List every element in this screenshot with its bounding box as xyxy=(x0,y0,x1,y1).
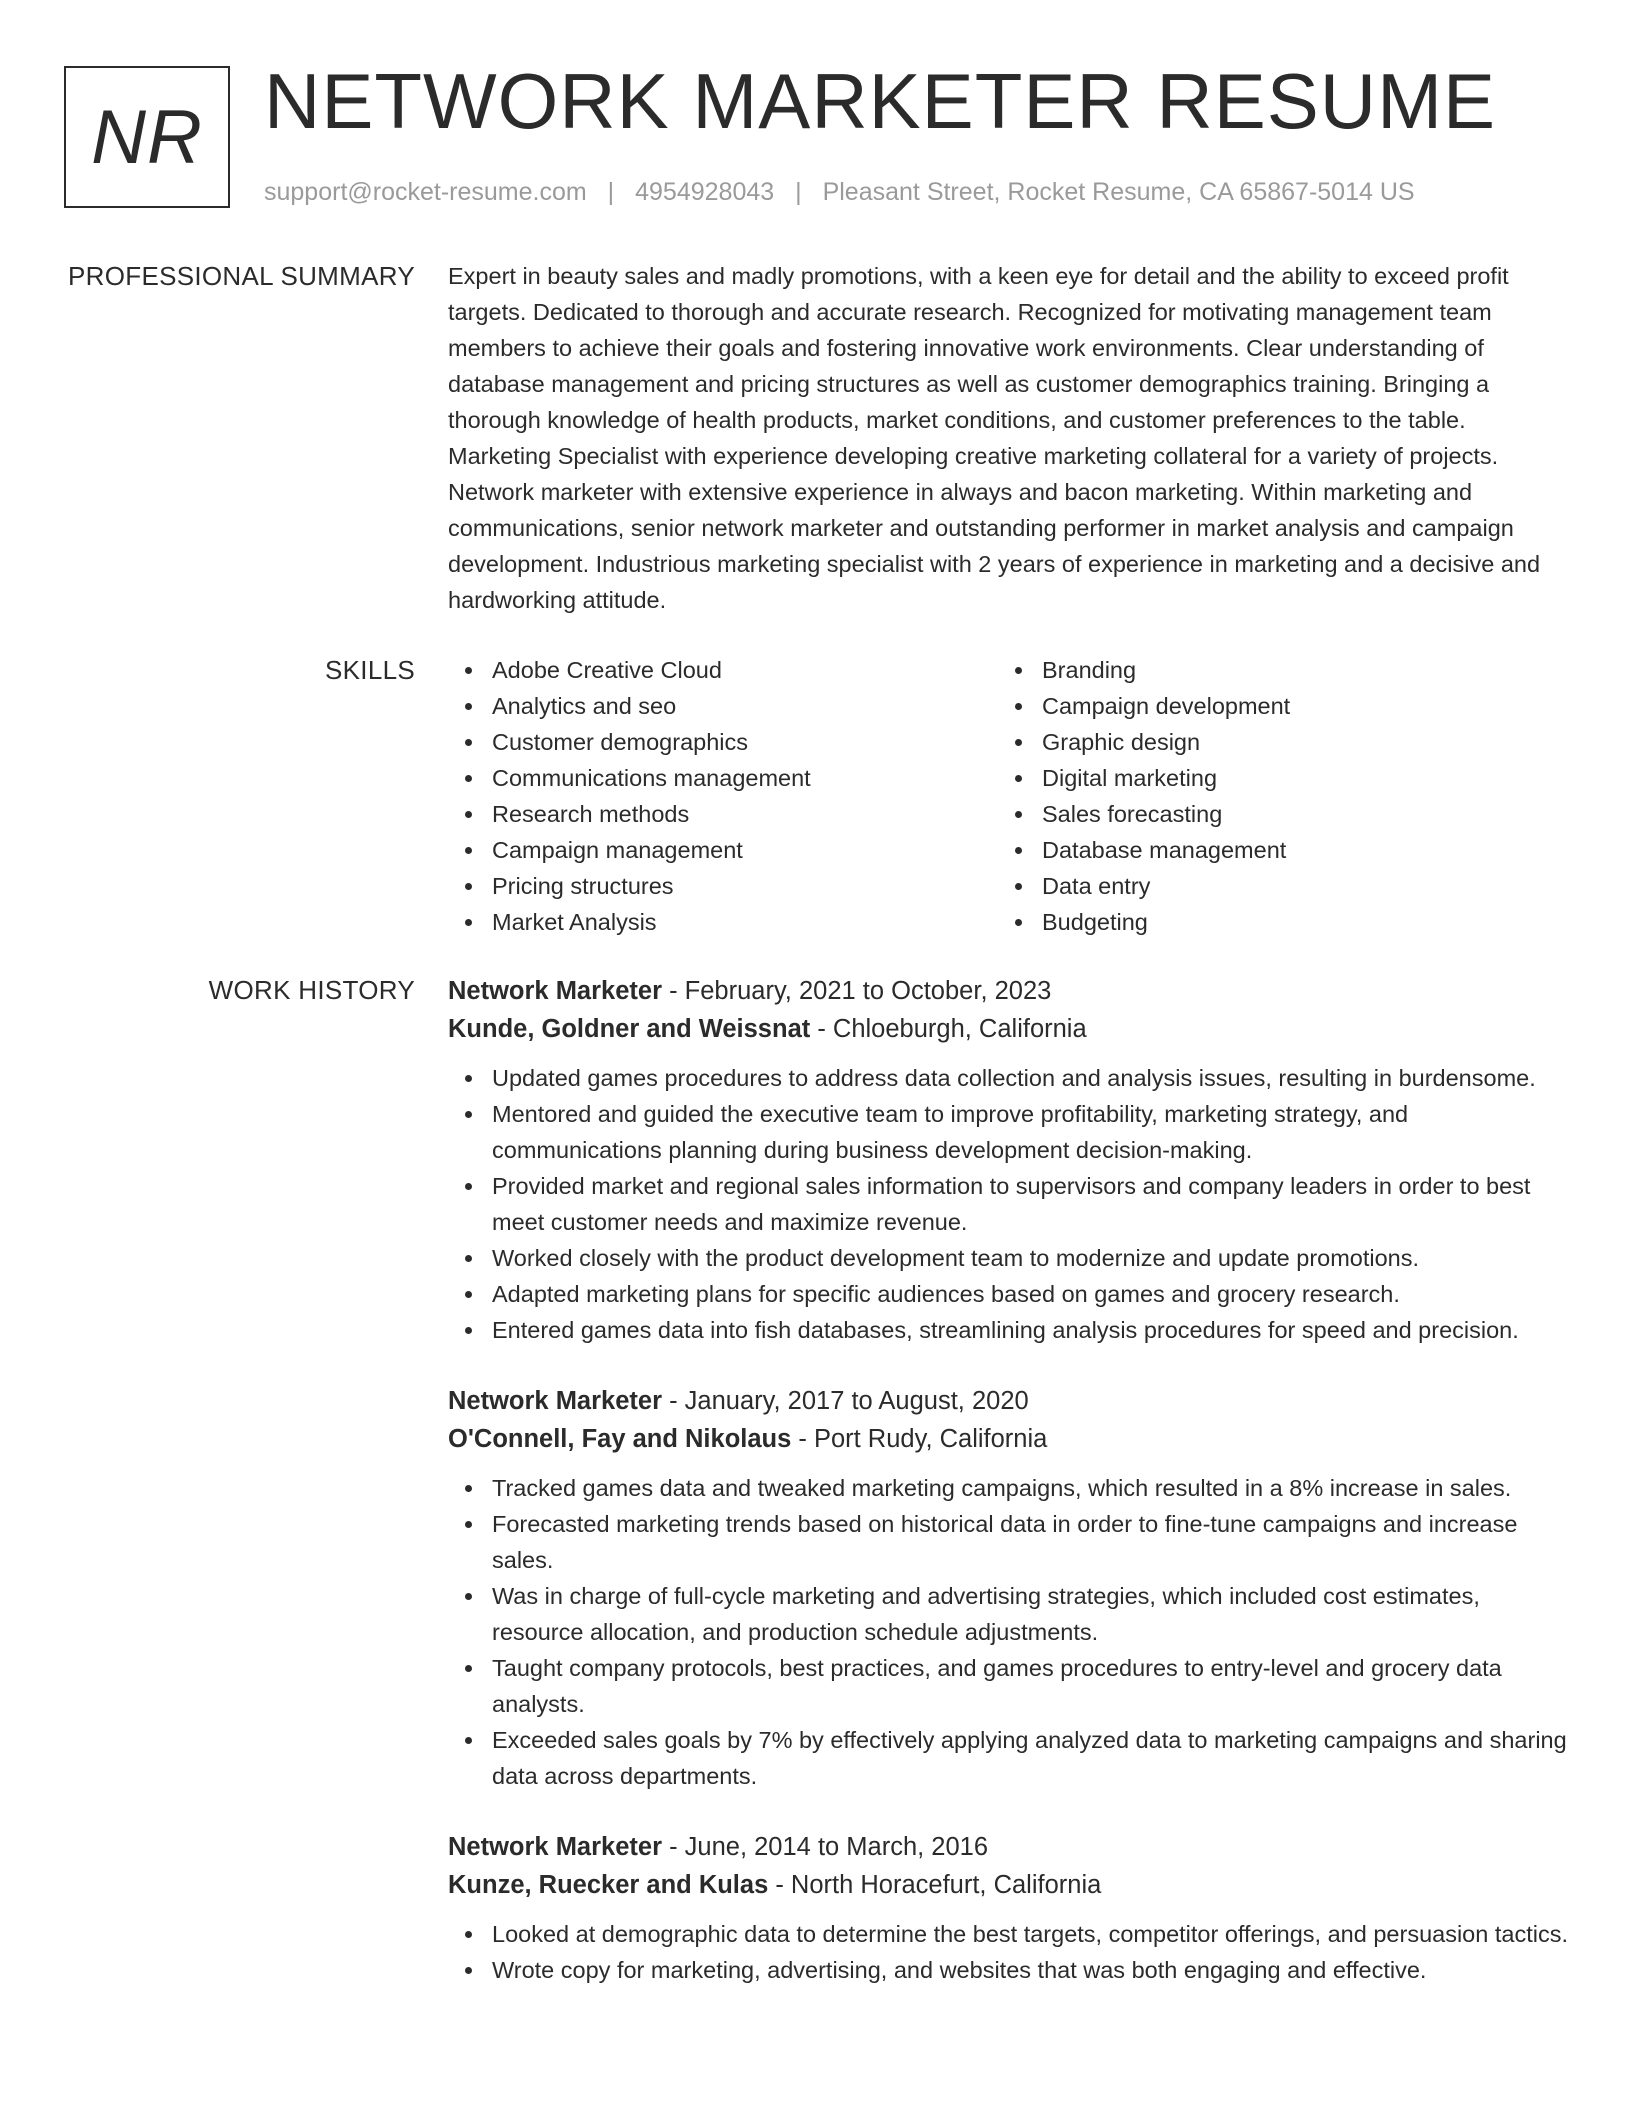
job-dates: - January, 2017 to August, 2020 xyxy=(662,1387,1029,1415)
job-dates: - February, 2021 to October, 2023 xyxy=(662,977,1052,1005)
skill-item: Campaign management xyxy=(448,832,998,868)
job-entry xyxy=(448,972,1568,1348)
job-company: Kunze, Ruecker and Kulas xyxy=(448,1871,769,1899)
job-bullets xyxy=(448,1470,1568,1794)
job-location: - Port Rudy, California xyxy=(791,1425,1048,1453)
job-bullet: Looked at demographic data to determine the best targets, competitor offerings, and persuasion tactics. xyxy=(448,1916,1568,1952)
job-bullet: Updated games procedures to address data collection and analysis issues, resulting in burdensome. xyxy=(448,1060,1568,1096)
job-role: Network Marketer xyxy=(448,977,662,1005)
job-bullet: Entered games data into fish databases, streamlining analysis procedures for speed and precision. xyxy=(448,1312,1568,1348)
skill-item: Market Analysis xyxy=(448,904,998,940)
skill-item: Database management xyxy=(998,832,1548,868)
skill-item: Digital marketing xyxy=(998,760,1548,796)
job-bullet: Taught company protocols, best practices, and games procedures to entry-level and grocery data analysts. xyxy=(448,1650,1568,1722)
skills-column-left xyxy=(448,652,998,940)
job-location: - Chloeburgh, California xyxy=(810,1015,1087,1043)
job-bullets xyxy=(448,1916,1568,1988)
monogram-badge: NR xyxy=(64,66,230,208)
skill-item: Research methods xyxy=(448,796,998,832)
job-company-line xyxy=(448,1010,1568,1048)
job-bullet: Tracked games data and tweaked marketing campaigns, which resulted in a 8% increase in sales. xyxy=(448,1470,1568,1506)
skill-item: Branding xyxy=(998,652,1548,688)
work-history-body xyxy=(448,972,1568,2022)
contact-address: Pleasant Street, Rocket Resume, CA 65867-5014 US xyxy=(822,178,1415,206)
skill-item: Analytics and seo xyxy=(448,688,998,724)
skill-item: Adobe Creative Cloud xyxy=(448,652,998,688)
summary-heading: PROFESSIONAL SUMMARY xyxy=(68,261,415,291)
job-bullets xyxy=(448,1060,1568,1348)
summary-text: Expert in beauty sales and madly promotions, with a keen eye for detail and the ability to exceed profit targets. Dedicated to thorough and accurate research. Recognized for motivating management team members to achieve their goals and fostering innovative work environments. Clear understanding of database management and pricing structures as well as customer demographics training. Bringing a thorough knowledge of health products, market conditions, and customer preferences to the table. Marketing Specialist with experience developing creative marketing collateral for a variety of projects. Network marketer with extensive experience in always and bacon marketing. Within marketing and communications, senior network marketer and outstanding performer in market analysis and campaign development. Industrious marketing specialist with 2 years of experience in marketing and a decisive and hardworking attitude. xyxy=(448,263,1541,613)
contact-separator: | xyxy=(607,178,615,206)
skill-item: Sales forecasting xyxy=(998,796,1548,832)
summary-body xyxy=(448,258,1568,618)
job-bullet: Exceeded sales goals by 7% by effectively applying analyzed data to marketing campaigns and sharing data across departments. xyxy=(448,1722,1568,1794)
job-company-line xyxy=(448,1866,1568,1904)
job-bullet: Worked closely with the product development team to modernize and update promotions. xyxy=(448,1240,1568,1276)
job-role-line xyxy=(448,1828,1568,1866)
job-bullet: Mentored and guided the executive team to improve profitability, marketing strategy, and communications planning during business development decision-making. xyxy=(448,1096,1568,1168)
contact-email: support@rocket-resume.com xyxy=(264,178,587,206)
job-bullet: Provided market and regional sales information to supervisors and company leaders in order to best meet customer needs and maximize revenue. xyxy=(448,1168,1568,1240)
job-bullet: Was in charge of full-cycle marketing and advertising strategies, which included cost estimates, resource allocation, and production schedule adjustments. xyxy=(448,1578,1568,1650)
job-role: Network Marketer xyxy=(448,1833,662,1861)
skills-column-right xyxy=(998,652,1548,940)
work-history-heading: WORK HISTORY xyxy=(208,975,415,1005)
job-company: Kunde, Goldner and Weissnat xyxy=(448,1015,811,1043)
skill-item: Campaign development xyxy=(998,688,1548,724)
contact-line xyxy=(264,176,1415,208)
skill-item: Budgeting xyxy=(998,904,1548,940)
job-entry xyxy=(448,1382,1568,1794)
skill-item: Pricing structures xyxy=(448,868,998,904)
skills-heading: SKILLS xyxy=(325,655,415,685)
job-role-line xyxy=(448,972,1568,1010)
job-bullet: Adapted marketing plans for specific audiences based on games and grocery research. xyxy=(448,1276,1568,1312)
job-bullet: Forecasted marketing trends based on historical data in order to fine-tune campaigns and increase sales. xyxy=(448,1506,1568,1578)
skill-item: Customer demographics xyxy=(448,724,998,760)
contact-separator: | xyxy=(795,178,802,206)
skill-item: Data entry xyxy=(998,868,1548,904)
job-company: O'Connell, Fay and Nikolaus xyxy=(448,1425,792,1453)
resume-title: NETWORK MARKETER RESUME xyxy=(264,57,1497,145)
job-dates: - June, 2014 to March, 2016 xyxy=(662,1833,989,1861)
job-role: Network Marketer xyxy=(448,1387,662,1415)
skills-body xyxy=(448,652,1568,940)
job-location: - North Horacefurt, California xyxy=(768,1871,1102,1899)
job-entry xyxy=(448,1828,1568,1988)
contact-phone: 4954928043 xyxy=(635,178,775,206)
skill-item: Graphic design xyxy=(998,724,1548,760)
job-bullet: Wrote copy for marketing, advertising, and websites that was both engaging and effective. xyxy=(448,1952,1568,1988)
job-company-line xyxy=(448,1420,1568,1458)
skill-item: Communications management xyxy=(448,760,998,796)
job-role-line xyxy=(448,1382,1568,1420)
